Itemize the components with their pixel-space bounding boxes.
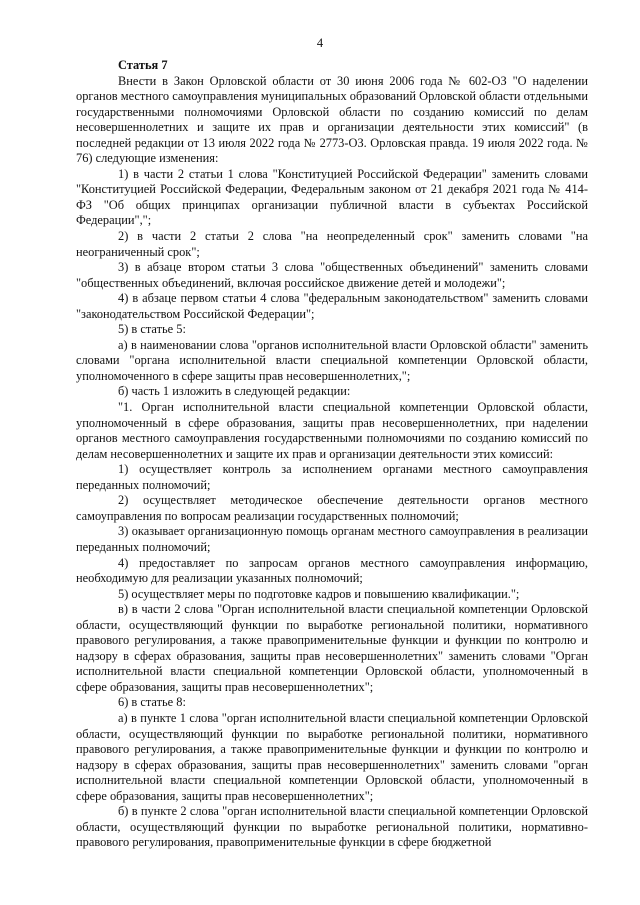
paragraph-sub-4: 4) предоставляет по запросам органов местного самоуправления информацию, необходимую для реализации указанных полномочий; xyxy=(76,555,588,586)
page-number: 4 xyxy=(316,36,324,50)
paragraph-new-part-1: "1. Орган исполнительной власти специальной компетенции Орловской области, уполномоченный в сфере образования, защиты прав несовершеннолетних, при наделении органов местного самоуправления государственными полномочиями по созданию комиссий по делам несовершеннолетних и защите их прав и организации деятельности этих комиссий: xyxy=(76,400,588,461)
paragraph-intro: Внести в Закон Орловской области от 30 июня 2006 года № 602-ОЗ "О наделении органов местного самоуправления муниципальных образований Орловской области отдельными государственными полномочиями Орловской области по созданию комиссий по делам несовершеннолетних и защите их прав и организации деятельности этих комиссий" (в последней редакции от 13 июля 2022 года № 2773-ОЗ. Орловская правда. 19 июля 2022 года. № 76) следующие изменения: xyxy=(76,73,588,166)
paragraph-item-5a: а) в наименовании слова "органов исполнительной власти Орловской области" заменить словами "органа исполнительной власти специальной компетенции Орловской области, уполномоченного в сфере защиты прав несовершеннолетних,"; xyxy=(76,337,588,383)
paragraph-item-3: 3) в абзаце втором статьи 3 слова "общественных объединений" заменить словами "общественных объединений, включая российское движение детей и молодежи"; xyxy=(76,260,588,290)
paragraph-item-6b: б) в пункте 2 слова "орган исполнительной власти специальной компетенции Орловской области, осуществляющий функции по выработке региональной политики, нормативно-правового регулирования, правоприменительные функции в сфере бюджетной xyxy=(76,804,588,850)
paragraph-item-1: 1) в части 2 статьи 1 слова "Конституцией Российской Федерации" заменить словами "Конституцией Российской Федерации, Федеральным законом от 21 декабря 2021 года № 414-ФЗ "Об общих принципах организации публичной власти в субъектах Российской Федерации","; xyxy=(76,166,588,228)
paragraph-sub-2: 2) осуществляет методическое обеспечение деятельности органов местного самоуправления по вопросам реализации государственных полномочий; xyxy=(76,493,588,523)
paragraph-item-6: 6) в статье 8: xyxy=(118,695,186,710)
paragraph-item-6a: а) в пункте 1 слова "орган исполнительной власти специальной компетенции Орловской области, осуществляющий функции по выработке региональной политики, нормативного правового регулирования, а также правоприменительные функции и функции по контролю и надзору в сферах образования, защиты прав несовершеннолетних" заменить словами "орган исполнительной власти специальной компетенции Орловской области, уполномоченный в сфере образования, защиты прав несовершеннолетних"; xyxy=(76,710,588,803)
paragraph-item-4: 4) в абзаце первом статьи 4 слова "федеральным законодательством" заменить словами "законодательством Российской Федерации"; xyxy=(76,291,588,321)
paragraph-item-5v: в) в части 2 слова "Орган исполнительной власти специальной компетенции Орловской области, осуществляющий функции по выработке региональной политики, нормативного правового регулирования, а также правоприменительные функции и функции по контролю и надзору в сферах образования, защиты прав несовершеннолетних" заменить словами "Орган исполнительной власти специальной компетенции Орловской области, уполномоченный в сфере образования, защиты прав несовершеннолетних"; xyxy=(76,602,588,694)
paragraph-sub-3: 3) оказывает организационную помощь органам местного самоуправления в реализации переданных полномочий; xyxy=(76,524,588,554)
paragraph-item-2: 2) в части 2 статьи 2 слова "на неопределенный срок" заменить словами "на неограниченный срок"; xyxy=(76,229,588,259)
paragraph-sub-1: 1) осуществляет контроль за исполнением органами местного самоуправления переданных полномочий; xyxy=(76,462,588,492)
article-heading: Статья 7 xyxy=(118,58,168,72)
paragraph-sub-5: 5) осуществляет меры по подготовке кадров и повышению квалификации."; xyxy=(118,586,520,601)
document-body xyxy=(76,58,588,851)
paragraph-item-5: 5) в статье 5: xyxy=(118,322,186,337)
paragraph-item-5b: б) часть 1 изложить в следующей редакции: xyxy=(118,384,351,399)
